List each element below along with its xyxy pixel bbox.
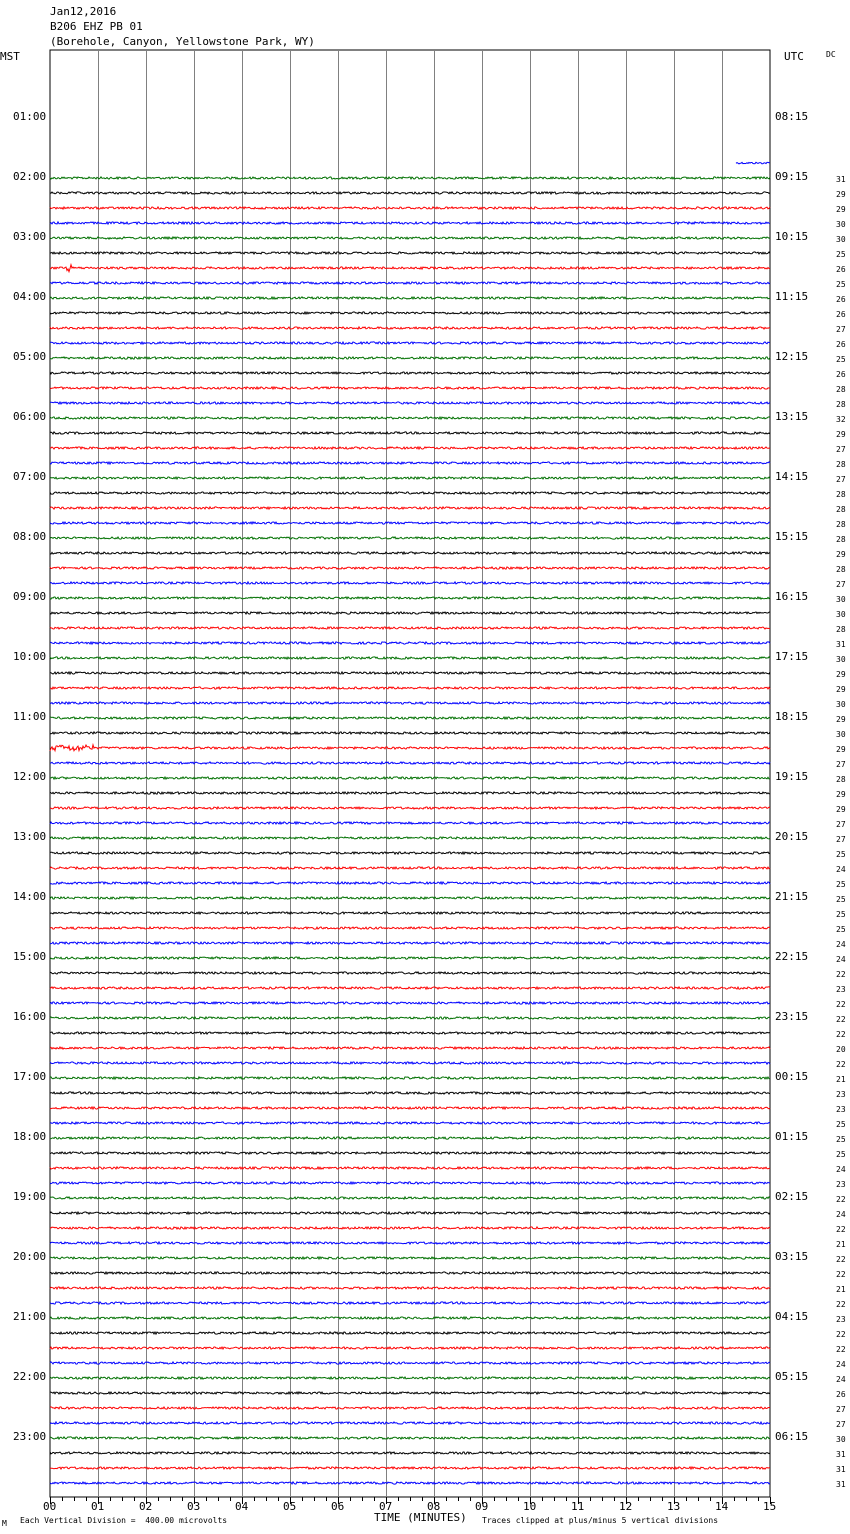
hour-label-utc: 05:15 <box>775 1370 809 1383</box>
dc-offset-label: 24 <box>836 1210 846 1219</box>
seismic-trace <box>50 792 770 794</box>
seismic-trace <box>50 612 770 614</box>
seismic-trace <box>50 402 770 404</box>
dc-offset-label: 32 <box>836 415 846 424</box>
hour-label-utc: 14:15 <box>775 470 809 483</box>
seismic-trace <box>50 1362 770 1364</box>
hour-label-mst: 18:00 <box>13 1130 47 1143</box>
dc-offset-label: 29 <box>836 190 846 199</box>
seismic-trace <box>50 1167 770 1169</box>
seismic-trace <box>50 807 770 809</box>
dc-offset-label: 25 <box>836 925 846 934</box>
dc-offset-label: 29 <box>836 550 846 559</box>
seismic-trace <box>50 1002 770 1004</box>
x-tick-label: 05 <box>283 1500 297 1513</box>
seismic-trace <box>50 1467 770 1469</box>
seismic-trace <box>50 432 770 434</box>
seismic-trace <box>50 222 770 224</box>
x-tick-label: 02 <box>139 1500 153 1513</box>
hour-label-utc: 17:15 <box>775 650 809 663</box>
seismic-trace <box>50 477 770 479</box>
dc-offset-label: 25 <box>836 280 846 289</box>
dc-offset-label: 25 <box>836 910 846 919</box>
seismic-trace <box>50 1152 770 1154</box>
seismic-trace <box>50 1257 770 1259</box>
hour-label-utc: 15:15 <box>775 530 809 543</box>
seismic-trace <box>50 282 770 284</box>
seismic-trace <box>50 207 770 209</box>
dc-offset-label: 28 <box>836 775 846 784</box>
dc-offset-label: 31 <box>836 1480 846 1489</box>
hour-label-mst: 16:00 <box>13 1010 47 1023</box>
seismic-trace <box>50 1107 770 1109</box>
dc-offset-label: 28 <box>836 505 846 514</box>
seismic-trace <box>50 1077 770 1079</box>
seismic-trace <box>50 867 770 869</box>
dc-offset-label: 21 <box>836 1075 846 1084</box>
dc-offset-label: 24 <box>836 940 846 949</box>
hour-label-mst: 12:00 <box>13 770 47 783</box>
dc-offset-label: 29 <box>836 670 846 679</box>
dc-offset-label: 22 <box>836 1000 846 1009</box>
seismic-trace <box>50 987 770 989</box>
dc-offset-label: 23 <box>836 985 846 994</box>
dc-offset-label: 28 <box>836 520 846 529</box>
hour-label-utc: 10:15 <box>775 230 809 243</box>
seismic-trace <box>50 837 770 839</box>
dc-offset-label: 29 <box>836 745 846 754</box>
hour-label-utc: 04:15 <box>775 1310 809 1323</box>
x-tick-label: 04 <box>235 1500 249 1513</box>
seismic-trace <box>50 522 770 524</box>
footer-clip-note: Traces clipped at plus/minus 5 vertical divisions <box>482 1516 719 1525</box>
dc-offset-label: 27 <box>836 760 846 769</box>
dc-offset-label: 25 <box>836 895 846 904</box>
hour-label-utc: 20:15 <box>775 830 809 843</box>
hour-label-utc: 08:15 <box>775 110 809 123</box>
seismic-trace <box>50 972 770 974</box>
seismic-trace <box>50 852 770 854</box>
dc-offset-label: 28 <box>836 535 846 544</box>
dc-offset-label: 22 <box>836 970 846 979</box>
hour-label-mst: 17:00 <box>13 1070 47 1083</box>
dc-offset-label: 30 <box>836 595 846 604</box>
seismic-trace <box>50 1482 770 1484</box>
x-tick-label: 13 <box>667 1500 681 1513</box>
left-timezone-label: MST <box>0 50 20 63</box>
seismic-trace <box>50 327 770 329</box>
hour-label-mst: 05:00 <box>13 350 47 363</box>
seismic-trace <box>50 717 770 719</box>
hour-label-mst: 15:00 <box>13 950 47 963</box>
seismic-trace <box>50 582 770 584</box>
dc-offset-label: 27 <box>836 820 846 829</box>
seismic-trace <box>50 942 770 944</box>
seismic-trace <box>50 627 770 629</box>
hour-label-mst: 09:00 <box>13 590 47 603</box>
seismic-trace <box>50 822 770 824</box>
dc-offset-label: 22 <box>836 1060 846 1069</box>
seismic-trace <box>50 507 770 509</box>
seismic-trace <box>50 882 770 884</box>
dc-offset-label: 25 <box>836 355 846 364</box>
seismic-trace <box>50 462 770 464</box>
dc-offset-label: 25 <box>836 1150 846 1159</box>
dc-offset-label: 27 <box>836 1405 846 1414</box>
seismic-trace <box>50 537 770 539</box>
x-tick-label: 11 <box>571 1500 585 1513</box>
dc-offset-label: 31 <box>836 640 846 649</box>
hour-label-utc: 19:15 <box>775 770 809 783</box>
seismic-trace <box>50 1122 770 1124</box>
seismic-trace <box>50 1452 770 1454</box>
hour-label-utc: 09:15 <box>775 170 809 183</box>
hour-label-mst: 19:00 <box>13 1190 47 1203</box>
dc-offset-label: 28 <box>836 565 846 574</box>
seismic-trace <box>50 1137 770 1139</box>
hour-label-utc: 22:15 <box>775 950 809 963</box>
seismic-trace <box>50 732 770 734</box>
dc-offset-label: 24 <box>836 1165 846 1174</box>
seismic-trace <box>50 417 770 419</box>
hour-label-utc: 13:15 <box>775 410 809 423</box>
seismic-trace <box>50 1302 770 1304</box>
dc-header-label: DC <box>826 50 836 59</box>
seismic-trace <box>50 1092 770 1094</box>
dc-offset-label: 31 <box>836 1450 846 1459</box>
hour-label-utc: 23:15 <box>775 1010 809 1023</box>
hour-label-mst: 11:00 <box>13 710 47 723</box>
dc-offset-label: 29 <box>836 790 846 799</box>
dc-offset-label: 23 <box>836 1090 846 1099</box>
seismic-trace-partial <box>736 162 770 164</box>
hour-label-utc: 03:15 <box>775 1250 809 1263</box>
seismic-trace <box>50 777 770 779</box>
hour-label-mst: 08:00 <box>13 530 47 543</box>
dc-offset-label: 29 <box>836 685 846 694</box>
x-tick-label: 06 <box>331 1500 345 1513</box>
footer-mark: M <box>2 1519 7 1528</box>
hour-label-utc: 02:15 <box>775 1190 809 1203</box>
seismic-trace <box>50 745 770 751</box>
dc-offset-label: 29 <box>836 715 846 724</box>
seismic-trace <box>50 265 770 272</box>
dc-offset-label: 22 <box>836 1330 846 1339</box>
x-axis-title: TIME (MINUTES) <box>374 1511 467 1524</box>
seismic-trace <box>50 357 770 359</box>
seismic-trace <box>50 762 770 764</box>
seismic-trace <box>50 1032 770 1034</box>
dc-offset-label: 31 <box>836 175 846 184</box>
dc-offset-label: 27 <box>836 580 846 589</box>
seismic-trace <box>50 237 770 239</box>
seismic-trace <box>50 912 770 914</box>
dc-offset-label: 24 <box>836 955 846 964</box>
dc-offset-label: 29 <box>836 205 846 214</box>
seismic-trace <box>50 387 770 389</box>
dc-offset-label: 27 <box>836 475 846 484</box>
hour-label-utc: 01:15 <box>775 1130 809 1143</box>
seismic-trace <box>50 687 770 689</box>
dc-offset-label: 26 <box>836 340 846 349</box>
dc-offset-label: 26 <box>836 310 846 319</box>
seismic-trace <box>50 372 770 374</box>
dc-offset-label: 31 <box>836 1465 846 1474</box>
hour-label-mst: 02:00 <box>13 170 47 183</box>
dc-offset-label: 27 <box>836 445 846 454</box>
x-tick-label: 14 <box>715 1500 729 1513</box>
seismic-trace <box>50 1422 770 1424</box>
dc-offset-label: 22 <box>836 1270 846 1279</box>
dc-offset-label: 24 <box>836 1360 846 1369</box>
dc-offset-label: 23 <box>836 1105 846 1114</box>
dc-offset-label: 30 <box>836 610 846 619</box>
dc-offset-label: 30 <box>836 730 846 739</box>
hour-label-mst: 20:00 <box>13 1250 47 1263</box>
seismic-trace <box>50 1287 770 1289</box>
seismic-trace <box>50 1332 770 1334</box>
hour-label-mst: 14:00 <box>13 890 47 903</box>
seismic-trace <box>50 1407 770 1409</box>
seismic-trace <box>50 1212 770 1214</box>
dc-offset-label: 22 <box>836 1300 846 1309</box>
seismic-trace <box>50 1377 770 1379</box>
x-tick-label: 00 <box>43 1500 57 1513</box>
dc-offset-label: 30 <box>836 1435 846 1444</box>
seismic-trace <box>50 1392 770 1394</box>
x-tick-label: 09 <box>475 1500 489 1513</box>
hour-label-mst: 21:00 <box>13 1310 47 1323</box>
x-tick-label: 03 <box>187 1500 201 1513</box>
dc-offset-label: 29 <box>836 805 846 814</box>
seismic-trace <box>50 642 770 644</box>
seismic-trace <box>50 1317 770 1319</box>
hour-label-utc: 18:15 <box>775 710 809 723</box>
x-tick-label: 15 <box>763 1500 777 1513</box>
seismic-trace <box>50 192 770 194</box>
seismic-trace <box>50 342 770 344</box>
seismic-trace <box>50 447 770 449</box>
seismic-trace <box>50 1227 770 1229</box>
dc-offset-label: 24 <box>836 865 846 874</box>
dc-offset-label: 22 <box>836 1225 846 1234</box>
seismic-trace <box>50 1272 770 1274</box>
dc-offset-label: 22 <box>836 1015 846 1024</box>
dc-offset-label: 29 <box>836 430 846 439</box>
header-location: (Borehole, Canyon, Yellowstone Park, WY) <box>50 35 315 48</box>
dc-offset-label: 22 <box>836 1255 846 1264</box>
header-date: Jan12,2016 <box>50 5 117 18</box>
dc-offset-label: 22 <box>836 1345 846 1354</box>
dc-offset-label: 26 <box>836 265 846 274</box>
hour-label-mst: 03:00 <box>13 230 47 243</box>
seismic-trace <box>50 957 770 959</box>
seismic-trace <box>50 657 770 659</box>
dc-offset-label: 26 <box>836 370 846 379</box>
seismic-trace <box>50 1242 770 1244</box>
dc-offset-label: 28 <box>836 490 846 499</box>
dc-offset-label: 25 <box>836 850 846 859</box>
dc-offset-label: 26 <box>836 295 846 304</box>
dc-offset-label: 30 <box>836 700 846 709</box>
header-station: B206 EHZ PB 01 <box>50 20 143 33</box>
dc-offset-label: 25 <box>836 1135 846 1144</box>
dc-offset-label: 22 <box>836 1195 846 1204</box>
seismic-trace <box>50 672 770 674</box>
dc-offset-label: 22 <box>836 1030 846 1039</box>
dc-offset-label: 27 <box>836 1420 846 1429</box>
hour-label-utc: 11:15 <box>775 290 809 303</box>
hour-label-mst: 23:00 <box>13 1430 47 1443</box>
hour-label-mst: 07:00 <box>13 470 47 483</box>
hour-label-mst: 01:00 <box>13 110 47 123</box>
dc-offset-label: 28 <box>836 400 846 409</box>
dc-offset-label: 23 <box>836 1315 846 1324</box>
hour-label-mst: 06:00 <box>13 410 47 423</box>
x-tick-label: 08 <box>427 1500 441 1513</box>
seismic-trace <box>50 702 770 704</box>
seismic-trace <box>50 1182 770 1184</box>
dc-offset-label: 27 <box>836 835 846 844</box>
dc-offset-label: 20 <box>836 1045 846 1054</box>
hour-label-utc: 06:15 <box>775 1430 809 1443</box>
dc-offset-label: 25 <box>836 880 846 889</box>
seismic-trace <box>50 1047 770 1049</box>
x-tick-label: 12 <box>619 1500 633 1513</box>
seismic-trace <box>50 1062 770 1064</box>
dc-offset-label: 21 <box>836 1285 846 1294</box>
seismic-trace <box>50 312 770 314</box>
seismic-trace <box>50 1347 770 1349</box>
dc-offset-label: 28 <box>836 625 846 634</box>
hour-label-mst: 22:00 <box>13 1370 47 1383</box>
seismic-trace <box>50 492 770 494</box>
dc-offset-label: 27 <box>836 325 846 334</box>
seismic-trace <box>50 1197 770 1199</box>
seismic-trace <box>50 897 770 899</box>
right-timezone-label: UTC <box>784 50 804 63</box>
hour-label-utc: 16:15 <box>775 590 809 603</box>
dc-offset-label: 25 <box>836 1120 846 1129</box>
seismic-trace <box>50 177 770 179</box>
seismic-trace <box>50 597 770 599</box>
plot-frame <box>50 50 770 1497</box>
seismic-trace <box>50 927 770 929</box>
dc-offset-label: 28 <box>836 460 846 469</box>
hour-label-mst: 04:00 <box>13 290 47 303</box>
seismic-trace <box>50 297 770 299</box>
seismic-trace <box>50 567 770 569</box>
dc-offset-label: 30 <box>836 235 846 244</box>
dc-offset-label: 28 <box>836 385 846 394</box>
dc-offset-label: 30 <box>836 655 846 664</box>
x-tick-label: 10 <box>523 1500 537 1513</box>
dc-offset-label: 23 <box>836 1180 846 1189</box>
dc-offset-label: 30 <box>836 220 846 229</box>
dc-offset-label: 26 <box>836 1390 846 1399</box>
dc-offset-label: 25 <box>836 250 846 259</box>
hour-label-utc: 12:15 <box>775 350 809 363</box>
hour-label-utc: 00:15 <box>775 1070 809 1083</box>
hour-label-mst: 10:00 <box>13 650 47 663</box>
x-tick-label: 07 <box>379 1500 393 1513</box>
hour-label-utc: 21:15 <box>775 890 809 903</box>
footer-scale-note: Each Vertical Division = 400.00 microvolts <box>20 1516 228 1525</box>
hour-label-mst: 13:00 <box>13 830 47 843</box>
seismic-trace <box>50 1437 770 1439</box>
seismic-trace <box>50 552 770 554</box>
seismic-trace <box>50 252 770 254</box>
seismic-trace <box>50 1017 770 1019</box>
dc-offset-label: 21 <box>836 1240 846 1249</box>
x-tick-label: 01 <box>91 1500 105 1513</box>
dc-offset-label: 24 <box>836 1375 846 1384</box>
